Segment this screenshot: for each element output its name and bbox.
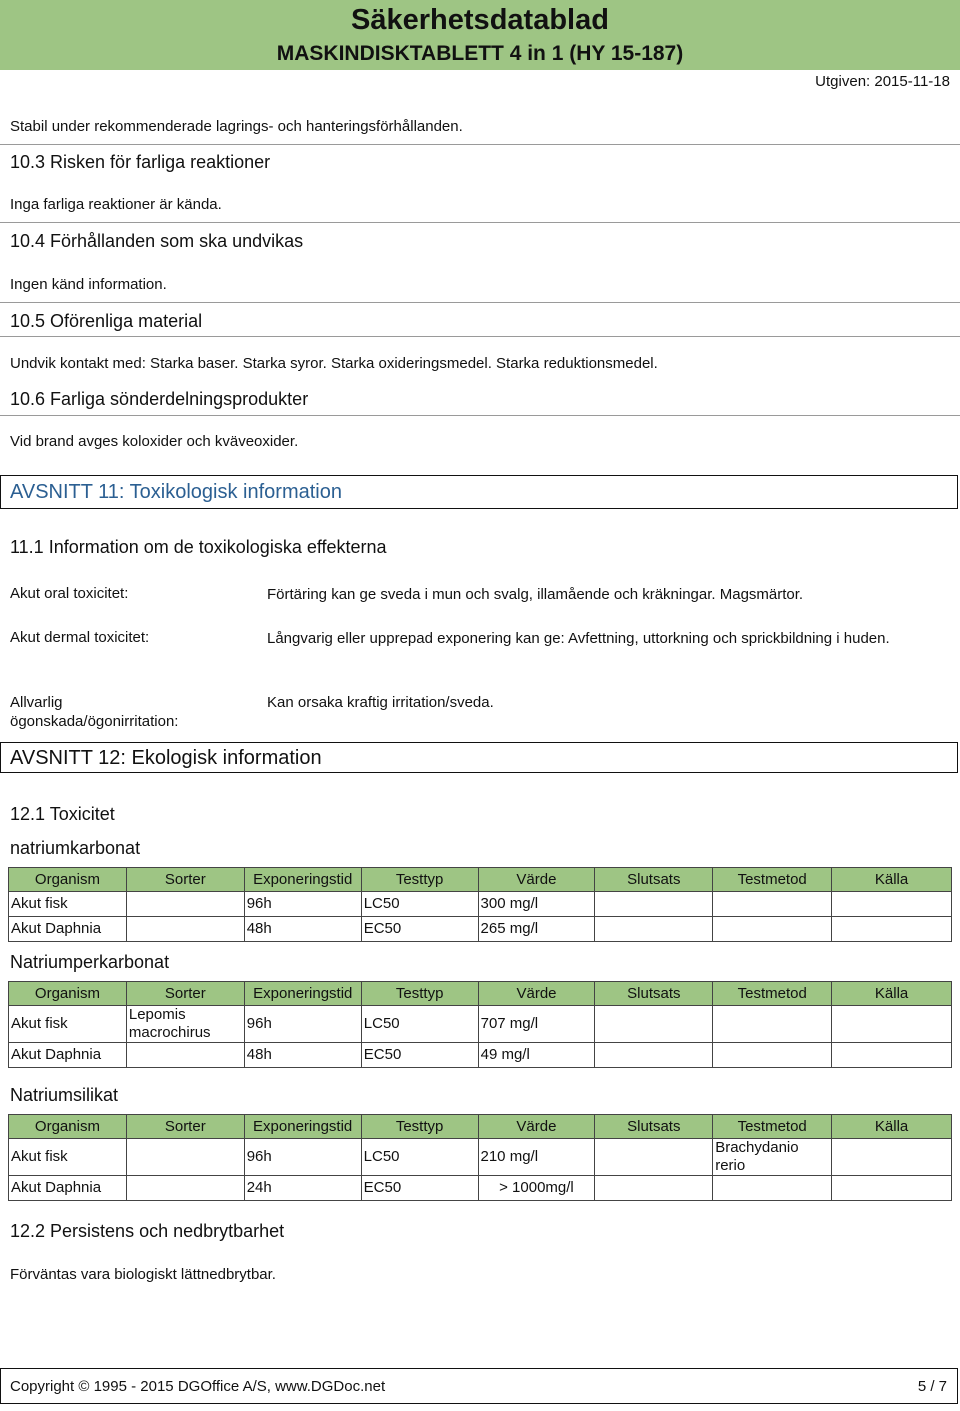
table-cell: EC50 [361,1043,478,1068]
column-header: Värde [478,868,595,892]
dermal-toxicity-label: Akut dermal toxicitet: [10,629,150,646]
oral-toxicity-label: Akut oral toxicitet: [10,585,129,602]
column-header: Källa [832,1115,952,1139]
table-cell [595,1006,713,1043]
table-cell: 96h [244,1139,361,1176]
page-number: 5 / 7 [917,1378,947,1395]
table-cell [595,1176,713,1201]
column-header: Slutsats [595,868,713,892]
table-cell: 96h [244,1006,361,1043]
table-cell: 96h [244,892,361,917]
table-cell: Akut fisk [9,1139,127,1176]
table-cell [126,1043,244,1068]
issue-date-label: Utgiven: [815,73,871,90]
subsection-text-10-6: Vid brand avges koloxider och kväveoxider. [10,433,299,450]
column-header: Slutsats [595,982,713,1006]
subsection-title-10-5: 10.5 Oförenliga material [10,311,203,331]
issue-date [815,73,950,90]
table-row [9,1043,952,1068]
section-title-11: AVSNITT 11: Toxikologisk information [10,481,342,503]
column-header: Testmetod [713,1115,832,1139]
table-cell [595,892,713,917]
subsection-title-11-1: 11.1 Information om de toxikologiska effekterna [10,537,387,557]
table-cell: 49 mg/l [478,1043,595,1068]
section-title-12: AVSNITT 12: Ekologisk information [10,747,322,769]
ecotox-table [8,867,952,942]
column-header: Källa [832,982,952,1006]
column-header: Exponeringstid [244,1115,361,1139]
table-cell: 707 mg/l [478,1006,595,1043]
column-header: Källa [832,868,952,892]
table-cell: 300 mg/l [478,892,595,917]
table-row [9,917,952,942]
table-cell [713,917,832,942]
table-cell: EC50 [361,917,478,942]
column-header: Exponeringstid [244,982,361,1006]
divider [0,302,960,303]
product-name: MASKINDISKTABLETT 4 in 1 (HY 15-187) [276,42,684,65]
table-cell: 48h [244,917,361,942]
table-row [9,892,952,917]
table-cell [126,1176,244,1201]
stability-text: Stabil under rekommenderade lagrings- och hanteringsförhållanden. [10,118,463,135]
table-cell [832,917,952,942]
table-cell: Akut Daphnia [9,1176,127,1201]
subsection-title-12-1: 12.1 Toxicitet [10,804,115,824]
table-cell: Brachydanio rerio [713,1139,832,1176]
substance-name: Natriumsilikat [10,1085,119,1105]
column-header: Sorter [126,868,244,892]
table-row [9,1006,952,1043]
table-cell [832,892,952,917]
table-row [9,1176,952,1201]
column-header: Organism [9,1115,127,1139]
table-cell [713,1176,832,1201]
table-cell: Akut Daphnia [9,1043,127,1068]
ecotox-table [8,1114,952,1201]
table-cell: LC50 [361,1139,478,1176]
column-header: Exponeringstid [244,868,361,892]
subsection-title-10-6: 10.6 Farliga sönderdelningsprodukter [10,389,309,409]
subsection-text-12-2: Förväntas vara biologiskt lättnedbrytbar. [10,1266,276,1283]
eye-damage-value: Kan orsaka kraftig irritation/sveda. [267,694,494,711]
column-header: Organism [9,982,127,1006]
eye-damage-label [10,693,178,731]
table-cell [713,892,832,917]
table-cell [126,1139,244,1176]
column-header: Sorter [126,1115,244,1139]
column-header: Testtyp [361,868,478,892]
column-header: Organism [9,868,127,892]
subsection-title-10-4: 10.4 Förhållanden som ska undvikas [10,231,304,251]
table-cell [595,917,713,942]
subsection-text-10-5: Undvik kontakt med: Starka baser. Starka syror. Starka oxideringsmedel. Starka reduktionsmedel. [10,355,658,372]
copyright-text: Copyright © 1995 - 2015 DGOffice A/S, www.DGDoc.net [10,1378,386,1395]
table-header-row [9,982,952,1006]
table-cell [832,1043,952,1068]
table-cell [832,1006,952,1043]
subsection-text-10-3: Inga farliga reaktioner är kända. [10,196,222,213]
table-cell [832,1176,952,1201]
table-cell: EC50 [361,1176,478,1201]
table-cell [595,1043,713,1068]
eye-damage-label-line2: ögonskada/ögonirritation: [10,713,179,730]
column-header: Slutsats [595,1115,713,1139]
subsection-text-10-4: Ingen känd information. [10,276,167,293]
subsection-title-12-2: 12.2 Persistens och nedbrytbarhet [10,1221,285,1241]
table-cell [595,1139,713,1176]
divider [0,415,960,416]
table-cell: 265 mg/l [478,917,595,942]
column-header: Värde [478,1115,595,1139]
table-cell: 24h [244,1176,361,1201]
document-title: Säkerhetsdatablad [351,4,609,36]
table-cell: Lepomis macrochirus [126,1006,244,1043]
table-cell: 210 mg/l [478,1139,595,1176]
table-cell: Akut fisk [9,1006,127,1043]
table-cell: LC50 [361,892,478,917]
subsection-title-10-3: 10.3 Risken för farliga reaktioner [10,152,271,172]
divider [0,336,960,337]
table-cell: LC50 [361,1006,478,1043]
substance-name: Natriumperkarbonat [10,952,170,972]
section-header-12 [0,742,958,773]
table-cell: 48h [244,1043,361,1068]
column-header: Testtyp [361,982,478,1006]
divider [0,222,960,223]
divider [0,144,960,145]
table-header-row [9,1115,952,1139]
column-header: Testmetod [713,982,832,1006]
table-cell [832,1139,952,1176]
column-header: Värde [478,982,595,1006]
table-cell: Akut fisk [9,892,127,917]
issue-date-value: 2015-11-18 [874,73,950,90]
column-header: Testtyp [361,1115,478,1139]
column-header: Testmetod [713,868,832,892]
table-cell [713,1043,832,1068]
table-cell [126,892,244,917]
dermal-toxicity-value: Långvarig eller upprepad exponering kan ge: Avfettning, uttorkning och sprickbildning i huden. [267,630,890,647]
ecotox-table [8,981,952,1068]
table-row [9,1139,952,1176]
table-header-row [9,868,952,892]
eye-damage-label-line1: Allvarlig [10,694,63,711]
oral-toxicity-value: Förtäring kan ge sveda i mun och svalg, illamående och kräkningar. Magsmärtor. [267,586,804,603]
table-cell: > 1000mg/l [478,1176,595,1201]
document-footer [0,1368,958,1404]
section-header-11 [0,475,958,509]
table-cell [713,1006,832,1043]
table-cell: Akut Daphnia [9,917,127,942]
table-cell [126,917,244,942]
column-header: Sorter [126,982,244,1006]
substance-name: natriumkarbonat [10,838,141,858]
